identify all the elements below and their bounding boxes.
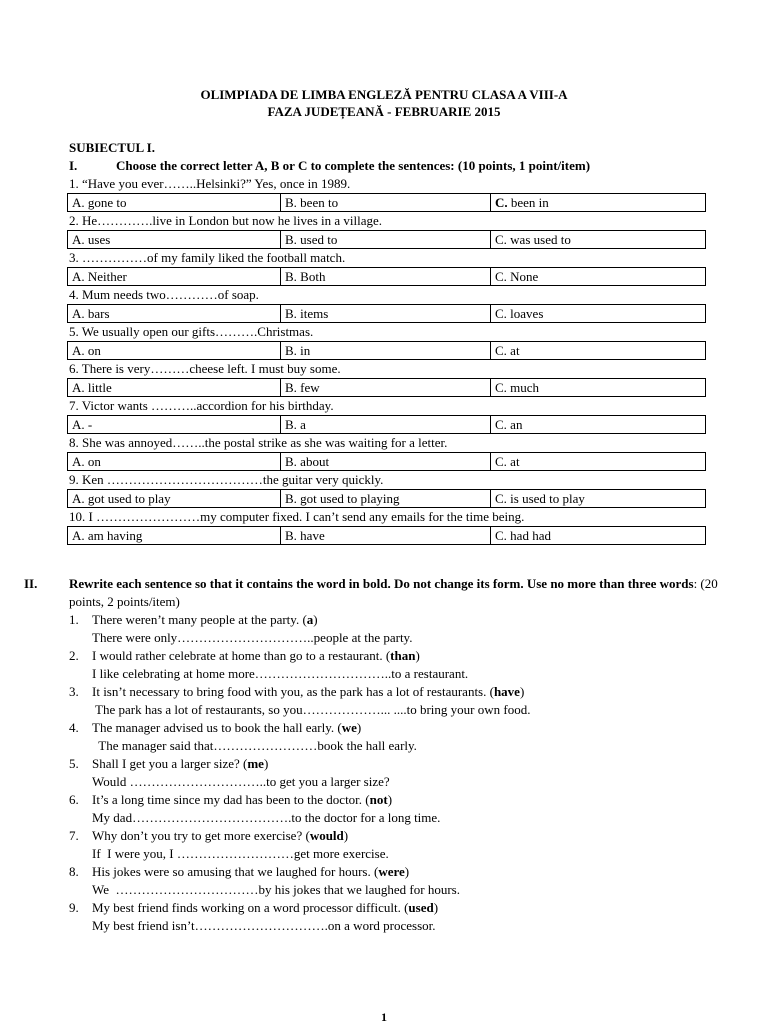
- title-block: [0, 86, 768, 120]
- options-table: [67, 526, 706, 545]
- item-rewrite-line: My best friend isn’t………………………….on a word processor.: [92, 918, 436, 933]
- rewrite-item: [69, 647, 749, 683]
- item-sentence-text: My best friend finds working on a word processor difficult. (: [92, 900, 409, 915]
- page-number: 1: [381, 1010, 387, 1024]
- item-rewrite-line: We ……………………………by his jokes that we laughed for hours.: [92, 882, 460, 897]
- option-c: [491, 342, 706, 360]
- option-a: A. on: [68, 453, 281, 471]
- option-c: [491, 305, 706, 323]
- option-c: [491, 453, 706, 471]
- item-sentence-close: ): [404, 864, 410, 879]
- key-word: we: [341, 720, 357, 735]
- option-b: B. been to: [281, 194, 491, 212]
- options-row: [68, 231, 706, 249]
- item-sentence: [69, 683, 749, 701]
- option-c-letter: C.: [495, 195, 508, 210]
- options-table: [67, 415, 706, 434]
- section-2-points-close: ): [175, 594, 180, 609]
- option-b: B. got used to playing: [281, 490, 491, 508]
- options-table: [67, 489, 706, 508]
- item-number: 5.: [69, 756, 79, 771]
- options-table: [67, 304, 706, 323]
- option-b: B. a: [281, 416, 491, 434]
- question-text: 1. “Have you ever……..Helsinki?” Yes, once in 1989.: [69, 176, 351, 191]
- item-sentence-text: I would rather celebrate at home than go to a restaurant. (: [92, 648, 391, 663]
- option-a: A. got used to play: [68, 490, 281, 508]
- section-2-number: II.: [24, 576, 38, 591]
- item-sentence-close: ): [313, 612, 318, 627]
- option-c-text: C. much: [495, 380, 540, 395]
- rewrite-item: [69, 683, 749, 719]
- exam-subtitle: FAZA JUDEȚEANĂ - FEBRUARIE 2015: [267, 104, 501, 119]
- option-a: A. bars: [68, 305, 281, 323]
- item-rewrite-line: I like celebrating at home more…………………………..to a restaurant.: [92, 666, 469, 681]
- option-b: B. have: [281, 527, 491, 545]
- item-sentence-text: Shall I get you a larger size? (: [92, 756, 248, 771]
- option-c: [491, 490, 706, 508]
- options-row: [68, 379, 706, 397]
- item-sentence-text: The manager advised us to book the hall early. (: [92, 720, 342, 735]
- option-c-text: C. at: [495, 454, 520, 469]
- section-2-instruction: [69, 575, 719, 611]
- rewrite-item: [69, 755, 749, 791]
- option-a: A. Neither: [68, 268, 281, 286]
- option-c-text: C. is used to play: [495, 491, 585, 506]
- item-sentence-close: ): [519, 684, 525, 699]
- option-c: [491, 416, 706, 434]
- option-a: A. uses: [68, 231, 281, 249]
- item-sentence-text: It isn’t necessary to bring food with you, as the park has a lot of restaurants. (: [92, 684, 494, 699]
- option-b: B. few: [281, 379, 491, 397]
- options-table: [67, 341, 706, 360]
- option-a: A. am having: [68, 527, 281, 545]
- rewrite-item: [69, 827, 749, 863]
- item-number: 8.: [69, 864, 79, 879]
- question-text: 2. He………….live in London but now he lives in a village.: [69, 213, 383, 228]
- section-2-heading: [24, 575, 744, 611]
- options-table: [67, 193, 706, 212]
- options-row: [68, 490, 706, 508]
- question-text: 9. Ken ………………………………the guitar very quickly.: [69, 472, 384, 487]
- question-text: 7. Victor wants ………..accordion for his birthday.: [69, 398, 334, 413]
- item-rewrite-line: My dad……………………………….to the doctor for a long time.: [92, 810, 441, 825]
- item-number: 3.: [69, 684, 79, 699]
- option-a: A. gone to: [68, 194, 281, 212]
- question-text: 3. ……………of my family liked the football match.: [69, 250, 346, 265]
- option-c: [491, 231, 706, 249]
- options-row: [68, 416, 706, 434]
- item-sentence-close: ): [356, 720, 362, 735]
- question-text: 10. I ……………………my computer fixed. I can’t send any emails for the time being.: [69, 509, 525, 524]
- item-number: 1.: [69, 612, 79, 627]
- option-c: [491, 268, 706, 286]
- option-b: B. about: [281, 453, 491, 471]
- rewrite-item: [69, 719, 749, 755]
- item-rewrite-line: There were only…………………………..people at the party.: [92, 630, 413, 645]
- rewrite-item: [69, 611, 749, 647]
- option-c-text: been in: [507, 195, 549, 210]
- options-row: [68, 342, 706, 360]
- section-2-items: [69, 611, 749, 935]
- question-text: 8. She was annoyed……..the postal strike as she was waiting for a letter.: [69, 435, 448, 450]
- option-c: [491, 379, 706, 397]
- option-a: A. on: [68, 342, 281, 360]
- item-rewrite-line: If I were you, I ………………………get more exercise.: [92, 846, 389, 861]
- section-1-number: I.: [69, 158, 78, 173]
- item-sentence: [69, 755, 749, 773]
- item-sentence-close: ): [433, 900, 439, 915]
- item-sentence: [69, 647, 749, 665]
- key-word: would: [309, 828, 344, 843]
- section-1-questions: [67, 175, 706, 545]
- options-row: [68, 527, 706, 545]
- item-rewrite-line: The park has a lot of restaurants, so you………………... ....to bring your own food.: [92, 702, 531, 717]
- option-a: A. little: [68, 379, 281, 397]
- item-number: 6.: [69, 792, 79, 807]
- item-sentence: [69, 863, 749, 881]
- question-text: 6. There is very………cheese left. I must buy some.: [69, 361, 341, 376]
- key-word: not: [369, 792, 388, 807]
- option-b: B. in: [281, 342, 491, 360]
- item-sentence: [69, 899, 749, 917]
- subject-heading: SUBIECTUL I.: [69, 140, 155, 155]
- item-number: 7.: [69, 828, 79, 843]
- key-word: than: [390, 648, 416, 663]
- key-word: a: [306, 612, 314, 627]
- item-sentence-close: ): [415, 648, 420, 663]
- options-table: [67, 378, 706, 397]
- options-row: [68, 453, 706, 471]
- options-row: [68, 305, 706, 323]
- option-b: B. items: [281, 305, 491, 323]
- section-2-instruction-text: Rewrite each sentence so that it contains the word in bold. Do not change its form. Use no more than three words: [69, 576, 694, 591]
- item-sentence-close: ): [263, 756, 269, 771]
- item-rewrite-line: Would …………………………..to get you a larger size?: [92, 774, 390, 789]
- option-b: B. used to: [281, 231, 491, 249]
- item-number: 4.: [69, 720, 79, 735]
- item-number: 9.: [69, 900, 79, 915]
- item-sentence: [69, 611, 749, 629]
- item-sentence-text: It’s a long time since my dad has been to the doctor. (: [92, 792, 370, 807]
- option-c-text: C. was used to: [495, 232, 571, 247]
- options-table: [67, 267, 706, 286]
- rewrite-item: [69, 863, 749, 899]
- item-sentence-text: His jokes were so amusing that we laughed for hours. (: [92, 864, 379, 879]
- options-table: [67, 230, 706, 249]
- key-word: me: [247, 756, 264, 771]
- item-sentence-close: ): [343, 828, 349, 843]
- option-c-text: C. an: [495, 417, 523, 432]
- key-word: have: [493, 684, 520, 699]
- option-c-text: C. loaves: [495, 306, 544, 321]
- question-text: 5. We usually open our gifts……….Christmas.: [69, 324, 314, 339]
- option-c-text: C. at: [495, 343, 520, 358]
- options-row: [68, 268, 706, 286]
- exam-title: OLIMPIADA DE LIMBA ENGLEZĂ PENTRU CLASA A VIII-A: [200, 87, 568, 102]
- rewrite-item: [69, 899, 749, 935]
- option-c-text: C. had had: [495, 528, 551, 543]
- option-c-text: C. None: [495, 269, 539, 284]
- options-row: [68, 194, 706, 212]
- item-sentence: [69, 827, 749, 845]
- option-c: [491, 527, 706, 545]
- item-number: 2.: [69, 648, 79, 663]
- section-1-heading: [69, 157, 749, 175]
- section-2-points: : (20 points, 2 points/item: [69, 576, 718, 609]
- item-sentence-text: Why don’t you try to get more exercise? (: [92, 828, 310, 843]
- item-sentence: [69, 719, 749, 737]
- option-a: A. -: [68, 416, 281, 434]
- rewrite-item: [69, 791, 749, 827]
- option-b: B. Both: [281, 268, 491, 286]
- item-sentence-text: There weren’t many people at the party. (: [92, 612, 307, 627]
- key-word: were: [378, 864, 405, 879]
- item-sentence: [69, 791, 749, 809]
- item-rewrite-line: The manager said that……………………book the hall early.: [92, 738, 417, 753]
- option-c: [491, 194, 706, 212]
- key-word: used: [408, 900, 434, 915]
- options-table: [67, 452, 706, 471]
- question-text: 4. Mum needs two…………of soap.: [69, 287, 259, 302]
- item-sentence-close: ): [387, 792, 393, 807]
- section-1-instruction: Choose the correct letter A, B or C to complete the sentences: (10 points, 1 point/item): [116, 158, 591, 173]
